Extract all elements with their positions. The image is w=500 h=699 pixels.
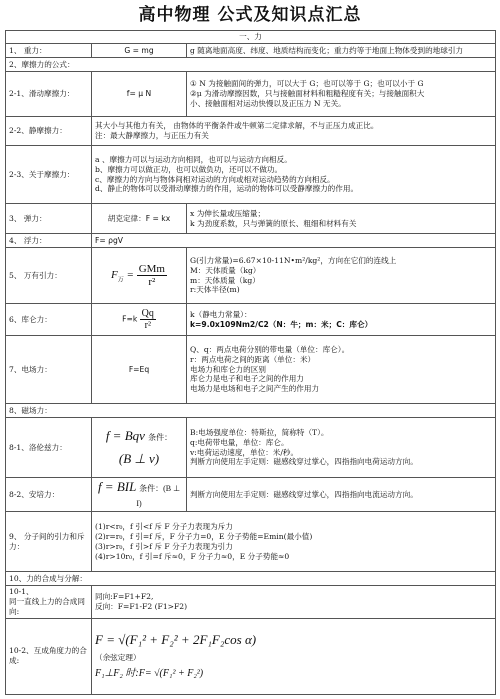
page-title: 高中物理 公式及知识点汇总	[138, 5, 362, 25]
row-note	[92, 146, 496, 204]
formula	[92, 304, 187, 336]
table-row	[6, 418, 496, 478]
note-line: Q、q：两点电荷分别的带电量（单位：库仑）。	[190, 344, 350, 354]
table-row	[6, 478, 496, 512]
row-label: 2-1、滑动摩擦力：	[6, 72, 92, 117]
row-label: 8、磁场力：	[6, 404, 496, 418]
row-label: 5、 万有引力：	[6, 248, 92, 304]
formula: G = mg	[92, 44, 187, 58]
note-line: q:电荷带电量，单位：库仑。	[190, 437, 289, 447]
formula-line	[95, 428, 183, 445]
table-row	[6, 146, 496, 204]
table-row	[6, 586, 496, 619]
formula	[92, 478, 187, 512]
note-line: 反向：F=F1-F2 (F1>F2)	[95, 601, 188, 611]
formula-line: F₁⊥F₂ 时:F= √(F₁² + F₂²)	[95, 668, 204, 680]
row-note	[187, 418, 496, 478]
table-row	[6, 248, 496, 304]
note-line: 判断方向使用左手定则：磁感线穿过掌心，四指指向电荷运动方向。	[190, 457, 418, 467]
numerator: Qq	[141, 308, 154, 319]
fraction	[137, 263, 167, 288]
formula-line: (B ⊥ v)	[118, 450, 160, 466]
row-label: 2-2、静摩擦力：	[6, 117, 92, 146]
numerator: GMm	[138, 262, 165, 275]
note-line: a 、摩擦力可以与运动方向相同，也可以与运动方向相反。	[95, 154, 292, 164]
note-line: M：天体质量（kg）	[190, 265, 261, 275]
note-line: k 为劲度系数，只与弹簧的原长、粗细和材料有关	[190, 218, 357, 228]
note-line: ① N 为接触面间的弹力，可以大于 G；也可以等于 G；也可以小于 G	[190, 79, 424, 89]
row-label	[6, 586, 92, 619]
table-row	[6, 336, 496, 404]
formula-table	[5, 30, 496, 695]
note-line: k（静电力常量）：	[190, 309, 252, 319]
note-line: v:电荷运动速度，单位：米/秒。	[190, 447, 299, 457]
row-note	[92, 512, 496, 572]
row-label: 1、 重力：	[6, 44, 92, 58]
formula-condition: 条件：	[148, 432, 173, 442]
note-line: x 为伸长量或压缩量；	[190, 208, 266, 218]
note-line: 库仑力是电子和电子之间的作用力	[190, 374, 304, 384]
note-line: B:电场强度单位：特斯拉，简称特（T）。	[190, 427, 329, 437]
note-line: 注：最大静摩擦力，与正压力有关	[95, 131, 209, 140]
note-line: 电场力和库仑力的区别	[190, 364, 266, 374]
formula: $F_万$ = $\frac{\text{GMm}}{\text{r²}}$	[92, 248, 187, 304]
note-line: (2)r=r₀，f 引=f 斥，F 分子力=0，E 分子势能=Emin(最小值)	[95, 531, 313, 541]
note-line: r：两点电荷之间的距离（单位：米）	[190, 354, 316, 364]
table-row	[6, 72, 496, 117]
formula: F= ρgV	[92, 234, 496, 248]
row-label: 10-2、互成角度力的合成:	[6, 618, 92, 694]
table-row	[6, 234, 496, 248]
note-line: 其大小与其他力有关， 由物体的平衡条件或牛顿第二定律求解，不与正压力成正比。	[95, 121, 379, 131]
table-row	[6, 618, 496, 694]
table-row	[6, 204, 496, 234]
row-label: 10、力的合成与分解：	[6, 572, 496, 586]
row-note	[187, 336, 496, 404]
section-heading: 一、力	[6, 31, 496, 44]
row-label: 2、摩擦力的公式：	[6, 58, 496, 72]
note-line: 电场力是电场和电子之间产生的作用力	[190, 384, 320, 394]
note-line: c、摩擦力的方向与物体间相对运动的方向或相对运动趋势的方向相反。	[95, 174, 335, 184]
note-line: 小、接触面相对运动快慢以及正压力 N 无关。	[190, 98, 346, 108]
label-line: 同一直线上力的合成同向:	[9, 597, 85, 616]
formula	[92, 418, 187, 478]
table-row	[6, 304, 496, 336]
row-note: g 随离地面高度、纬度、地质结构而变化；重力约等于地面上物体受到的地球引力	[187, 44, 496, 58]
table-row	[6, 512, 496, 572]
formula-condition: 条件：(B ⊥ I)	[136, 484, 181, 508]
note-line: b、摩擦力可以做正功，也可以做负功，还可以不做功。	[95, 164, 283, 174]
note-line: (3)r>r₀，f 引>f 斥 F 分子力表现为引力	[95, 541, 233, 551]
fraction	[140, 308, 156, 331]
row-note	[92, 618, 496, 694]
row-label: 6、库仑力：	[6, 304, 92, 336]
label-line: 10-1、	[9, 587, 34, 597]
row-note: 判断方向使用左手定则：磁感线穿过掌心，四指指向电流运动方向。	[187, 478, 496, 512]
row-label: 4、 浮力：	[6, 234, 92, 248]
note-line: m：天体质量（kg）	[190, 275, 260, 285]
formula: f= μ N	[92, 72, 187, 117]
row-label: 2-3、关于摩擦力：	[6, 146, 92, 204]
formula-main: f = BIL	[97, 479, 137, 494]
formula: 胡克定律：F = kx	[92, 204, 187, 234]
note-line: G(引力常量)=6.67×10-11N•m²/kg²，方向在它们的连线上	[190, 255, 397, 265]
table-row	[6, 44, 496, 58]
formula-main: f = Bqv	[105, 427, 145, 443]
note-line: r:天体半径(m)	[190, 285, 240, 295]
row-label: 8-2、安培力：	[6, 478, 92, 512]
row-note	[187, 248, 496, 304]
formula-subscript: 万	[117, 277, 124, 284]
note-line: (1)r<r₀，f 引<f 斥 F 分子力表现为斥力	[95, 521, 233, 531]
note-line: （余弦定理）	[95, 653, 141, 663]
row-note	[187, 72, 496, 117]
row-label: 9、 分子间的引力和斥力：	[6, 512, 92, 572]
row-label: 3、 弹力：	[6, 204, 92, 234]
row-note	[92, 117, 496, 146]
row-note	[187, 204, 496, 234]
denominator: r²	[148, 276, 156, 288]
note-line: d、静止的物体可以受滑动摩擦力的作用，运动的物体可以受静摩擦力的作用。	[95, 184, 359, 194]
note-line: ②μ 为滑动摩擦因数，只与接触面材料和粗糙程度有关；与接触面积大	[190, 89, 425, 99]
note-line: 同向:F=F1+F2,	[95, 592, 154, 602]
formula-line: F = √(F₁² + F₂² + 2F₁F₂cos α)	[95, 632, 257, 648]
row-note	[92, 586, 496, 619]
formula-symbol: F	[111, 269, 118, 282]
row-label: 7、电场力：	[6, 336, 92, 404]
note-line: (4)r>10r₀，f 引=f 斥≈0，F 分子力≈0，E 分子势能≈0	[95, 551, 290, 561]
row-label: 8-1、洛伦兹力：	[6, 418, 92, 478]
table-row	[6, 117, 496, 146]
formula: F=Eq	[92, 336, 187, 404]
note-line: k=9.0x109Nm2/C2（N：牛；m：米；C：库仑）	[190, 319, 373, 329]
denominator: r²	[144, 320, 151, 331]
row-note	[187, 304, 496, 336]
formula-prefix: F=k	[122, 314, 138, 324]
